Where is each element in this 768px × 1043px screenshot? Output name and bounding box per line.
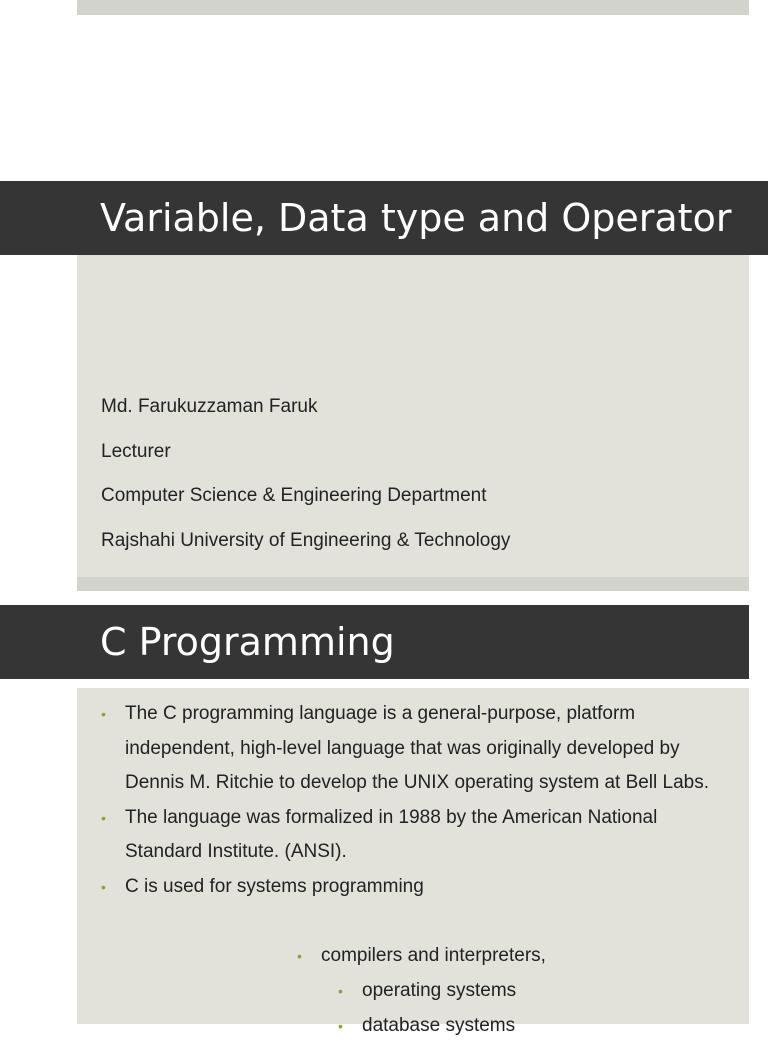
bullet-dot-icon: • bbox=[101, 870, 106, 905]
author-position: Lecturer bbox=[101, 441, 171, 463]
previous-slide-panel bbox=[77, 0, 749, 15]
list-item bbox=[125, 870, 725, 905]
sub-bullet-text: operating systems bbox=[362, 980, 516, 1001]
list-item bbox=[321, 939, 741, 974]
slide1-title-bar bbox=[0, 181, 768, 255]
bullet-text: The C programming language is a general-purpose, platform independent, high-level language that was originally developed by Dennis M. Ritchie to develop the UNIX operating system at Bell Labs. bbox=[125, 703, 709, 793]
main-bullet-list bbox=[125, 697, 725, 904]
slide1-footer-strip bbox=[77, 577, 749, 591]
author-name: Md. Farukuzzaman Faruk bbox=[101, 396, 317, 418]
sub-bullet-text: compilers and interpreters, bbox=[321, 945, 546, 966]
bullet-dot-icon: • bbox=[338, 1009, 343, 1043]
list-item bbox=[362, 1009, 742, 1043]
slide1-title: Variable, Data type and Operator bbox=[100, 199, 731, 237]
author-university: Rajshahi University of Engineering & Technology bbox=[101, 530, 510, 552]
bullet-text: C is used for systems programming bbox=[125, 876, 424, 897]
bullet-text: The language was formalized in 1988 by the American National Standard Institute. (ANSI). bbox=[125, 807, 657, 863]
list-item bbox=[125, 801, 725, 870]
sub-bullet-list bbox=[321, 939, 741, 974]
sub-bullet-text: database systems bbox=[362, 1015, 515, 1036]
slide2-title: C Programming bbox=[100, 623, 395, 661]
bullet-dot-icon: • bbox=[338, 974, 343, 1009]
slide2-title-bar bbox=[0, 605, 749, 679]
bullet-dot-icon: • bbox=[101, 697, 106, 732]
bullet-dot-icon: • bbox=[101, 801, 106, 836]
list-item bbox=[125, 697, 725, 801]
sub-sub-bullet-list bbox=[362, 974, 742, 1043]
list-item bbox=[362, 974, 742, 1009]
bullet-dot-icon: • bbox=[297, 939, 302, 974]
author-department: Computer Science & Engineering Department bbox=[101, 485, 486, 507]
